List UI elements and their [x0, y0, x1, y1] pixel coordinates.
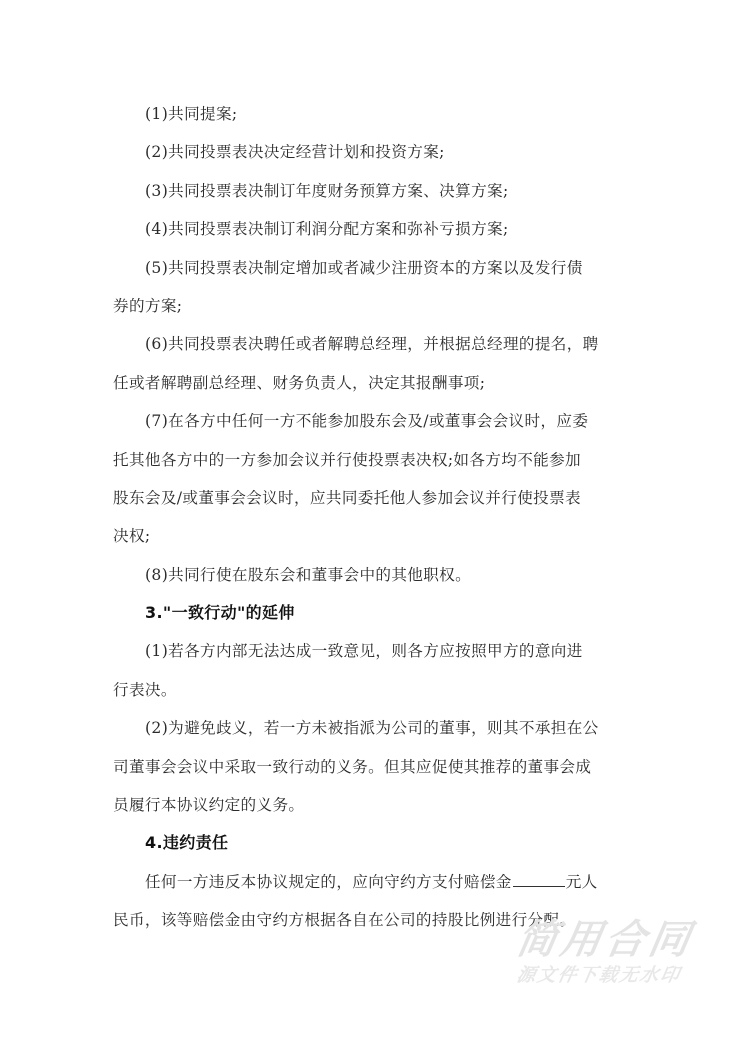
list-item-3: (3)共同投票表决制订年度财务预算方案、决算方案;: [145, 181, 509, 200]
section-heading-4: 4.违约责任: [145, 833, 229, 853]
list-item-7-continuation-3: 决权;: [113, 527, 151, 546]
watermark-logo-text: 简用合同: [513, 917, 698, 963]
section-heading-3: 3."一致行动"的延伸: [145, 603, 295, 623]
list-item-7: (7)在各方中任何一方不能参加股东会及/或董事会会议时，应委: [145, 412, 589, 431]
list-item-8: (8)共同行使在股东会和董事会中的其他职权。: [145, 565, 472, 584]
list-item-6-continuation: 任或者解聘副总经理、财务负责人，决定其报酬事项;: [113, 373, 486, 392]
breach-clause-text-after: 元人: [565, 872, 598, 891]
list-item-6: (6)共同投票表决聘任或者解聘总经理，并根据总经理的提名，聘: [145, 335, 599, 354]
document-page: [113, 95, 633, 940]
section3-item-1: (1)若各方内部无法达成一致意见，则各方应按照甲方的意向进: [145, 642, 583, 661]
list-item-5-continuation: 券的方案;: [113, 296, 183, 315]
watermark-subtitle: 源文件下载无水印: [514, 965, 683, 986]
section3-item-1-continuation: 行表决。: [113, 680, 177, 699]
compensation-amount-blank: [513, 872, 565, 887]
list-item-1: (1)共同提案;: [145, 105, 238, 123]
section3-item-2-continuation-1: 司董事会会议中采取一致行动的义务。但其应促使其推荐的董事会成: [113, 757, 592, 776]
breach-clause-text-before: 任何一方违反本协议规定的，应向守约方支付赔偿金: [145, 872, 512, 891]
list-item-7-continuation-1: 托其他各方中的一方参加会议并行使投票表决权;如各方均不能参加: [113, 450, 581, 469]
list-item-5: (5)共同投票表决制定增加或者减少注册资本的方案以及发行债: [145, 258, 583, 277]
list-item-2: (2)共同投票表决决定经营计划和投资方案;: [145, 143, 445, 162]
list-item-4: (4)共同投票表决制订利润分配方案和弥补亏损方案;: [145, 220, 509, 239]
list-item-7-continuation-2: 股东会及/或董事会会议时，应共同委托他人参加会议并行使投票表: [113, 488, 581, 507]
breach-clause: [113, 863, 633, 901]
section3-item-2: (2)为避免歧义，若一方未被指派为公司的董事，则其不承担在公: [145, 719, 599, 738]
section3-item-2-continuation-2: 员履行本协议约定的义务。: [113, 796, 305, 815]
breach-clause-continuation: 民币，该等赔偿金由守约方根据各自在公司的持股比例进行分配。: [113, 911, 576, 930]
